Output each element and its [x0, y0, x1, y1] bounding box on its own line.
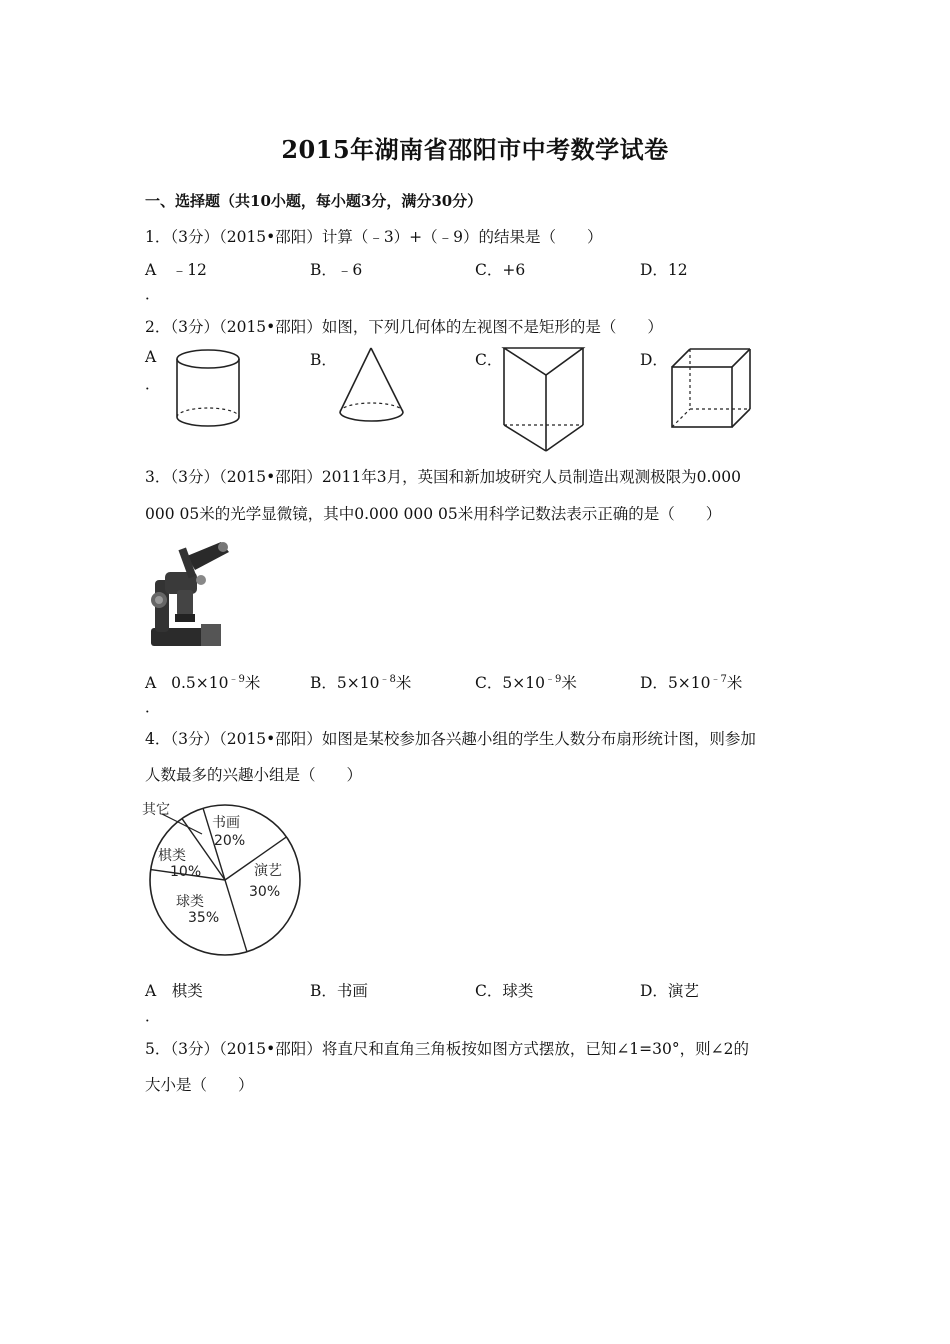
triangular-prism-figure — [500, 345, 590, 455]
q2-option-d: D． — [640, 351, 668, 369]
q3-option-d-base: 5×10 — [667, 674, 711, 693]
q3-option-a-label: A — [145, 674, 157, 693]
pie-label-chess: 棋类 — [158, 848, 186, 864]
q4-option-a: A 棋类 — [145, 982, 203, 1000]
q3-option-d-unit: 米 — [726, 674, 743, 693]
q2-dot: ． — [145, 375, 161, 393]
q3-option-b-exponent: ﹣8 — [379, 674, 396, 685]
pie-value-ball: 35% — [188, 910, 220, 926]
question-4-line1: 4．（3分）（2015•邵阳）如图是某校参加各兴趣小组的学生人数分布扇形统计图，则参加 — [145, 730, 756, 748]
q3-option-b-unit: 米 — [395, 674, 412, 693]
question-5-line1: 5．（3分）（2015•邵阳）将直尺和直角三角板按如图方式摆放，已知∠1=30°，则∠2的 — [145, 1040, 749, 1058]
question-3-line2: 000 05米的光学显微镜，其中0.000 000 05米用科学记数法表示正确的是（ ） — [145, 505, 722, 523]
pie-value-calligraphy: 20% — [214, 833, 246, 849]
q1-option-b: B．﹣6 — [310, 261, 363, 279]
q3-option-d-exponent: ﹣7 — [710, 674, 727, 685]
pie-chart — [140, 798, 310, 958]
q3-option-c-base: 5×10 — [502, 674, 545, 693]
q4-dot: ． — [145, 1007, 161, 1025]
q1-option-c: C．+6 — [475, 261, 526, 279]
q3-option-a-exponent: ﹣9 — [228, 674, 245, 685]
question-5-line2: 大小是（ ） — [145, 1076, 254, 1094]
question-2-stem: 2．（3分）（2015•邵阳）如图，下列几何体的左视图不是矩形的是（ ） — [145, 318, 663, 336]
q4-option-b: B．书画 — [310, 982, 368, 1000]
q3-option-a-unit: 米 — [244, 674, 261, 693]
pie-label-calligraphy: 书画 — [212, 815, 240, 831]
q3-option-b — [310, 670, 411, 693]
cylinder-figure — [170, 345, 250, 433]
cube-figure — [668, 345, 758, 433]
q3-option-c-unit: 米 — [561, 674, 577, 693]
q3-option-a — [145, 670, 260, 693]
q2-option-a: A — [145, 348, 157, 366]
question-1-stem: 1．（3分）（2015•邵阳）计算（﹣3）+（﹣9）的结果是（ ） — [145, 228, 603, 246]
q2-option-b: B． — [310, 351, 337, 369]
question-3-line1: 3．（3分）（2015•邵阳）2011年3月，英国和新加坡研究人员制造出观测极限为0.000 — [145, 468, 741, 486]
pie-value-chess: 10% — [170, 864, 202, 880]
microscope-photo — [143, 540, 238, 655]
q3-option-b-base: 5×10 — [336, 674, 380, 693]
pie-value-performance: 30% — [249, 884, 281, 900]
q3-option-b-label: B． — [310, 674, 337, 693]
pie-label-other: 其它 — [142, 802, 170, 818]
q4-option-d: D．演艺 — [640, 982, 699, 1000]
q4-option-c: C．球类 — [475, 982, 534, 1000]
q1-option-a: A ﹣12 — [145, 261, 207, 279]
q1-dot: ． — [145, 285, 161, 303]
q3-option-d — [640, 670, 742, 693]
q3-option-a-base: 0.5×10 — [171, 674, 229, 693]
pie-label-performance: 演艺 — [254, 863, 282, 879]
pie-label-ball: 球类 — [176, 894, 204, 910]
q3-option-d-label: D． — [640, 674, 668, 693]
page-title: 2015年湖南省邵阳市中考数学试卷 — [281, 135, 669, 164]
q3-option-c-exponent: ﹣9 — [544, 674, 562, 685]
q3-dot: ． — [145, 698, 161, 716]
q2-option-c: C． — [475, 351, 503, 369]
q3-option-c-label: C． — [475, 674, 503, 693]
section-heading: 一、选择题（共10小题，每小题3分，满分30分） — [145, 192, 483, 210]
question-4-line2: 人数最多的兴趣小组是（ ） — [145, 766, 363, 784]
boundary-performance-ball — [225, 880, 247, 952]
q3-option-c — [475, 670, 577, 693]
q1-option-d: D．12 — [640, 261, 688, 279]
cone-figure — [335, 345, 415, 430]
